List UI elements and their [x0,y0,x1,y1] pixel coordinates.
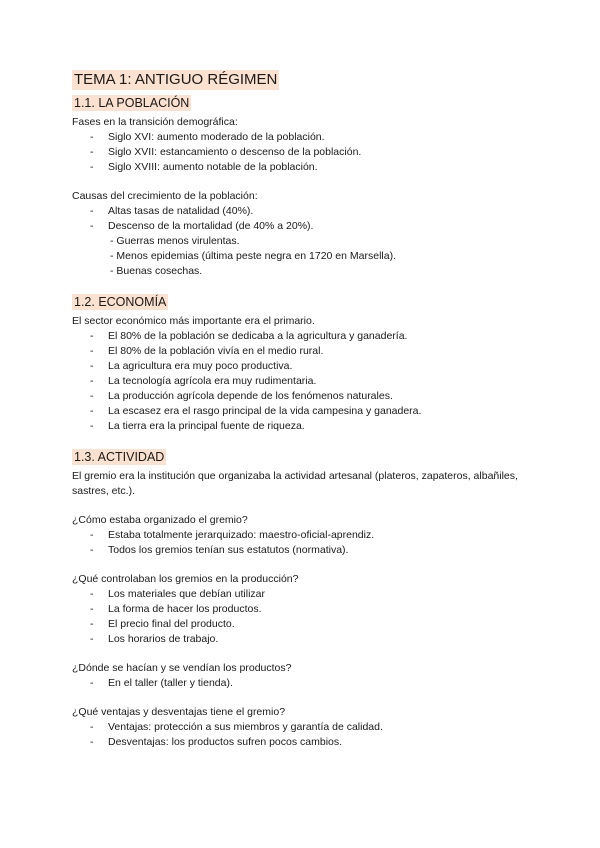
list-item: - La producción agrícola depende de los fenómenos naturales. [72,389,542,404]
q1-list [72,528,542,558]
list-item: - El precio final del producto. [72,617,542,632]
list-item: - El 80% de la población se dedicaba a la agricultura y ganadería. [72,329,542,344]
list-item: - La agricultura era muy poco productiva. [72,359,542,374]
list-item: - Estaba totalmente jerarquizado: maestro-oficial-aprendiz. [72,528,542,543]
list-item: - Siglo XVIII: aumento notable de la población. [72,160,542,175]
actividad-intro: El gremio era la institución que organizaba la actividad artesanal (plateros, zapateros, albañiles, sastres, etc.). [72,470,518,497]
list-item: - Siglo XVII: estancamiento o descenso de la población. [72,145,542,160]
economia-intro: El sector económico más importante era el primario. [72,315,315,327]
question-control: ¿Qué controlaban los gremios en la producción? [72,573,299,585]
section-poblacion [72,94,542,112]
section-actividad [72,448,542,466]
subcause-item: - Menos epidemias (última peste negra en 1720 en Marsella). [110,250,396,262]
section-heading-economia: 1.2. ECONOMÍA [74,295,167,309]
section-economia [72,293,542,311]
list-item: - El 80% de la población vivía en el medio rural. [72,344,542,359]
question-lugar: ¿Dónde se hacían y se vendían los productos? [72,662,292,674]
section-heading-actividad: 1.3. ACTIVIDAD [74,450,165,464]
list-item: - Los materiales que debían utilizar [72,587,542,602]
list-item: - La escasez era el rasgo principal de la vida campesina y ganadera. [72,404,542,419]
list-item: - En el taller (taller y tienda). [72,676,542,691]
question-organizacion: ¿Cómo estaba organizado el gremio? [72,514,248,526]
list-item: - Todos los gremios tenían sus estatutos (normativa). [72,543,542,558]
subcause-item: - Guerras menos virulentas. [110,235,240,247]
q4-list [72,720,542,750]
list-item: - Desventajas: los productos sufren pocos cambios. [72,735,542,750]
poblacion-phases-list [72,130,542,175]
list-item: - Altas tasas de natalidad (40%). [72,204,542,219]
document-title: TEMA 1: ANTIGUO RÉGIMEN [74,71,278,88]
list-item: - Los horarios de trabajo. [72,632,542,647]
causes-list [72,204,542,234]
section-heading-poblacion: 1.1. LA POBLACIÓN [74,96,190,110]
subcause-item: - Buenas cosechas. [110,265,203,277]
causes-intro: Causas del crecimiento de la población: [72,190,258,202]
list-item: - Descenso de la mortalidad (de 40% a 20%). [72,219,542,234]
document-page [72,70,542,750]
question-ventajas: ¿Qué ventajas y desventajas tiene el gremio? [72,706,286,718]
list-item: - Ventajas: protección a sus miembros y garantía de calidad. [72,720,542,735]
list-item: - Siglo XVI: aumento moderado de la población. [72,130,542,145]
q3-list [72,676,542,691]
poblacion-intro: Fases en la transición demográfica: [72,116,238,128]
list-item: - La tecnología agrícola era muy rudimentaria. [72,374,542,389]
list-item: - La tierra era la principal fuente de riqueza. [72,419,542,434]
list-item: - La forma de hacer los productos. [72,602,542,617]
q2-list [72,587,542,647]
economia-list [72,329,542,434]
